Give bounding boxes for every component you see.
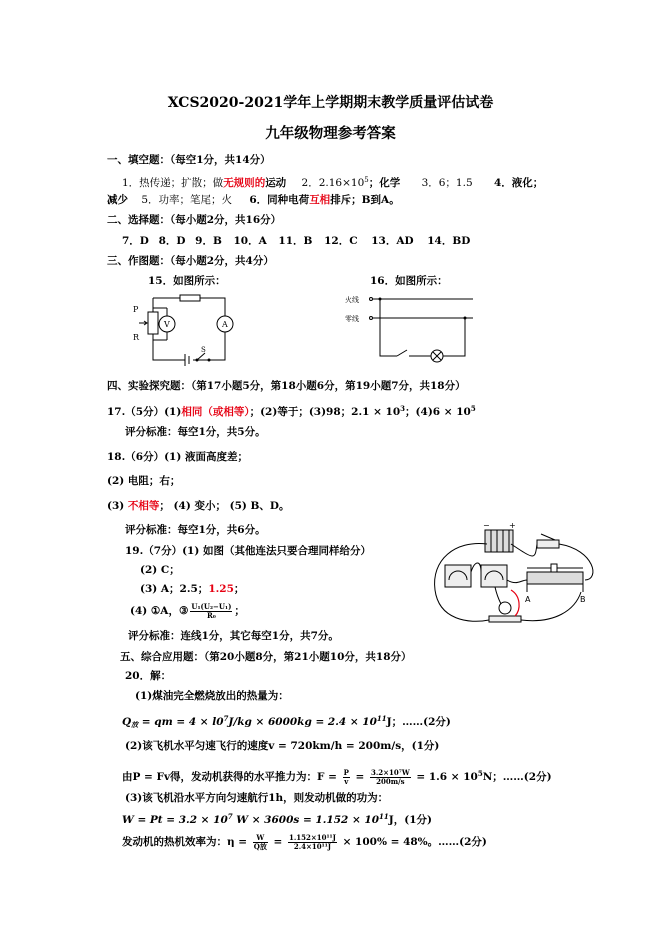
ans-14: 14．BD: [427, 235, 471, 247]
eq5-a: 发动机的热机效率为：η =: [122, 836, 251, 848]
q19-line4: [130, 602, 245, 620]
section2-heading: 二、选择题：（每小题2分，共16分）: [107, 214, 282, 226]
eq3-b: =: [351, 771, 368, 783]
q18-line3: [107, 500, 290, 513]
page-subtitle: 九年级物理参考答案: [265, 125, 396, 142]
q19-line3: [140, 583, 244, 596]
q20-part2: (2)该飞机水平匀速飞行的速度v = 720km/h = 200m/s，(1分): [125, 740, 440, 752]
eq5-den: Q放: [253, 841, 267, 851]
section4-heading: 四、实验探究题：（第17小题5分，第18小题6分，第19小题7分，共18分）: [107, 380, 466, 392]
eq5-num: W: [253, 834, 268, 843]
q19-score: 评分标准：连线1分，其它每空1分，共7分。: [128, 630, 339, 642]
eq1-c: J；……(2分): [386, 716, 451, 728]
q18-line1: 18.（6分）(1) 液面高度差；: [107, 451, 248, 463]
q20-part1-text: (1)煤油完全燃烧放出的热量为：: [135, 690, 289, 702]
s1-text: 1．热传递；扩散；做: [122, 177, 224, 189]
q19-line2: (2) C；: [140, 564, 180, 576]
circuit-diagram-16: [345, 290, 475, 365]
s1-q3: 3．6；1.5: [421, 177, 473, 189]
eq4-b: W × 3600s = 1.152 × 10: [232, 814, 380, 826]
eq3-c: = 1.6 × 10: [412, 771, 478, 783]
s1-text-b: 运动: [265, 177, 287, 189]
section5-heading: 五、综合应用题：（第20小题8分，第21小题10分，共18分）: [120, 651, 412, 663]
fig19-plus: +: [509, 521, 516, 530]
s1-l2-red: 互相: [309, 194, 331, 206]
q19-3a: (3) A；2.5；: [140, 583, 209, 595]
s1-l2e: 排斥；B到A。: [330, 194, 400, 206]
eq5-num2: 1.152×10¹¹J: [288, 832, 336, 842]
s1-l2a: 减少: [107, 194, 128, 206]
eq1-b: J/kg × 6000kg = 2.4 × 10: [228, 716, 377, 728]
fig19-label-b: B: [580, 595, 586, 604]
fig15-label-p: P: [133, 305, 139, 314]
fig19-minus: −: [483, 521, 490, 530]
page-title: XCS2020-2021学年上学期期末教学质量评估试卷: [167, 95, 494, 111]
q20-label: 20．解：: [125, 670, 172, 682]
eq1-a: = qm = 4 × l0: [138, 716, 224, 728]
q18-red: 不相等: [127, 500, 160, 512]
q20-part2-force: [122, 764, 552, 787]
section1-line1: [122, 174, 543, 190]
q16-label: 16．如图所示：: [370, 275, 448, 287]
section3-heading: 三、作图题：（每小题2分，共4分）: [107, 255, 274, 267]
eq1-q-sub: 放: [131, 720, 139, 729]
q20-efficiency: [122, 832, 487, 852]
q19-red: 1.25: [208, 583, 234, 595]
s1-q4: 4．液化；: [493, 177, 544, 189]
eq4-a-sup: 7: [227, 812, 233, 821]
eq1-q: Q: [122, 716, 132, 728]
s1-q2-sup: 5: [364, 176, 369, 184]
s1-q2-b: ；化学: [368, 177, 401, 189]
q18-3a: (3): [107, 500, 128, 512]
red-wire: [511, 590, 519, 616]
s1-l2b: 5．功率；笔尾；火: [141, 194, 233, 206]
voltmeter-label: V: [164, 320, 170, 329]
ans-13: 13．AD: [371, 235, 414, 247]
section2-answers: [122, 235, 470, 248]
ans-12: 12．C: [324, 235, 358, 247]
q19-4c: ；: [234, 605, 245, 617]
ammeter-label: A: [222, 320, 228, 329]
circuit-diagram-15: [125, 290, 255, 370]
fig15-label-r: R: [133, 333, 140, 342]
q20-part3-text: (3)该飞机沿水平方向匀速航行1h，则发动机做的功为：: [125, 792, 389, 804]
eq5-b: =: [269, 836, 286, 848]
eq3-a: 由P = Fv得，发动机获得的水平推力为：F =: [122, 771, 341, 783]
eq1-b-sup: 11: [376, 714, 387, 723]
neutral-wire-label: 零线: [345, 315, 359, 323]
q17-red: 相同（或相等）: [181, 406, 250, 418]
live-wire-label: 火线: [345, 296, 359, 304]
eq1-a-sup: 7: [223, 714, 229, 723]
eq4-b-sup: 11: [379, 812, 389, 821]
q17-c: ；(2)等于；(3)98；2.1 × 10: [249, 406, 401, 418]
q17-a: 17.（5分）(1): [107, 406, 182, 418]
experiment-circuit-19: [425, 520, 605, 635]
s1-red-2: 的: [254, 177, 266, 189]
ans-10: 10．A: [233, 235, 267, 247]
eq3-c-sup: 5: [477, 769, 483, 778]
ans-8: 8．D: [158, 235, 186, 247]
q19-line1: 19.（7分）(1) 如图（其他连法只要合理同样给分）: [125, 545, 371, 557]
q19-3c: ；: [233, 583, 245, 595]
ans-7: 7．D: [122, 235, 149, 247]
eq3-d2: 200m/s: [376, 776, 405, 786]
q20-part3-eq: [122, 810, 432, 827]
s1-l2c: 6．同种电荷: [249, 194, 310, 206]
eq4-c: J，(1分): [388, 814, 432, 826]
q19-frac-num: U₁(U₂−U₁): [191, 601, 232, 611]
s1-red-1: 无规则: [223, 177, 255, 189]
q18-score: 评分标准：每空1分，共6分。: [125, 524, 266, 536]
q15-label: 15．如图所示：: [148, 275, 226, 287]
q17-line: [107, 402, 476, 419]
q18-line2: (2) 电阻；右；: [107, 475, 181, 487]
q17-c-sup: 3: [400, 404, 406, 413]
q18-3c: ； (4) 变小； (5) B、D。: [159, 500, 290, 512]
ans-11: 11．B: [278, 235, 313, 247]
q20-part1-eq: [122, 712, 451, 731]
eq3-d: N；……(2分): [482, 771, 552, 783]
eq4-a: W = Pt = 3.2 × 10: [122, 814, 228, 826]
eq5-c: × 100% = 48%。……(2分): [338, 836, 487, 848]
q19-4a: (4) ①A，③: [130, 605, 189, 617]
section1-line2: [107, 194, 400, 207]
fig15-label-s: S: [201, 346, 206, 354]
eq5-den2: 2.4×10¹¹J: [293, 841, 332, 851]
s1-q2: 2．2.16×10: [301, 177, 365, 189]
eq3-n1: P: [343, 767, 349, 777]
q17-d-sup: 5: [470, 404, 476, 413]
ans-9: 9．B: [195, 235, 222, 247]
eq3-d1: v: [344, 776, 349, 786]
q17-score: 评分标准：每空1分，共5分。: [125, 426, 266, 438]
fig19-label-a: A: [525, 595, 531, 604]
eq3-n2: 3.2×10⁷W: [371, 767, 410, 777]
q17-d: ；(4)6 × 10: [405, 406, 471, 418]
q19-frac-den: R₀: [206, 610, 216, 620]
section1-heading: 一、填空题：（每空1分，共14分）: [107, 154, 271, 166]
